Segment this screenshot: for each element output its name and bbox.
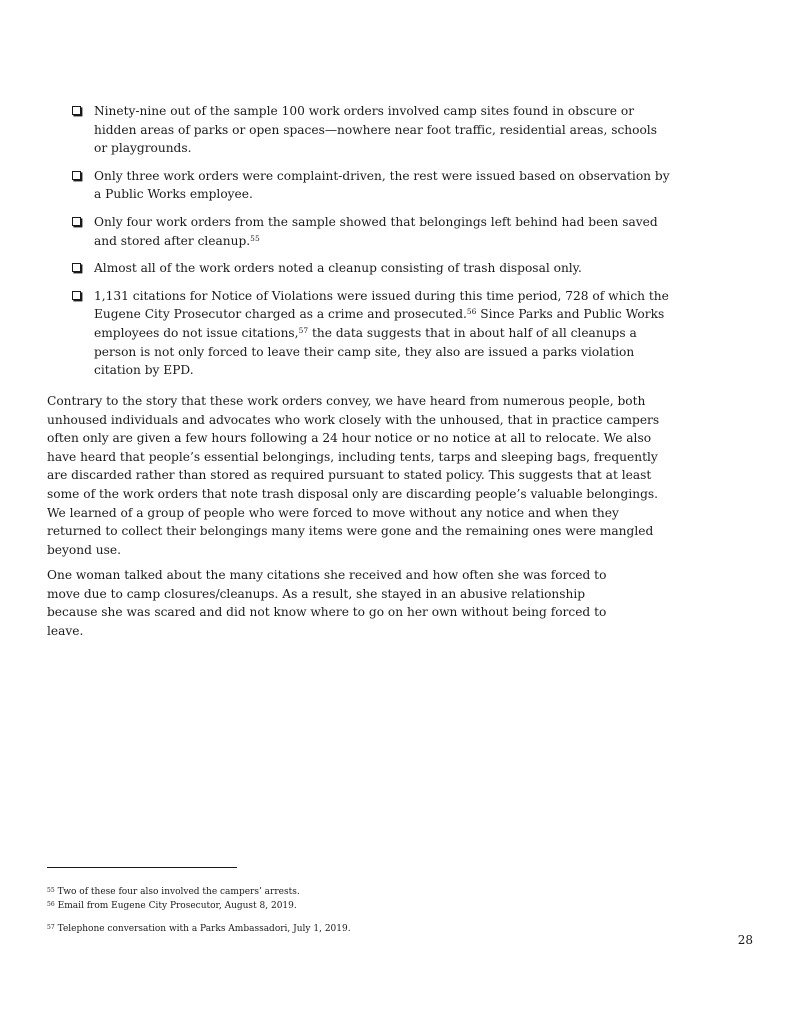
checkbox-bullet-icon bbox=[72, 171, 81, 180]
footnote-number: 57 bbox=[47, 924, 55, 931]
footnote-text: Email from Eugene City Prosecutor, August 8, 2019. bbox=[57, 901, 297, 911]
bullet-item: Only four work orders from the sample showed that belongings left behind had been saved and stored after cleanup.$^{55}$ bbox=[72, 213, 672, 250]
bullet-list bbox=[72, 102, 672, 389]
bullet-item: Almost all of the work orders noted a cleanup consisting of trash disposal only. bbox=[72, 259, 672, 278]
bullet-item: Only three work orders were complaint-driven, the rest were issued based on observation by a Public Works employee. bbox=[72, 167, 672, 204]
checkbox-bullet-icon bbox=[72, 263, 81, 272]
checkbox-bullet-icon bbox=[72, 291, 81, 300]
page-number: 28 bbox=[737, 933, 753, 947]
checkbox-bullet-icon bbox=[72, 106, 81, 115]
checkbox-bullet-icon bbox=[72, 217, 81, 226]
footnote-number: 55 bbox=[47, 887, 55, 894]
footnote-ref-55: 55 bbox=[250, 233, 260, 243]
bullet-item: Ninety-nine out of the sample 100 work orders involved camp sites found in obscure or hidden areas of parks or open spaces—nowhere near foot traffic, residential areas, schools or playgrounds. bbox=[72, 102, 672, 158]
bullet-item: 1,131 citations for Notice of Violations were issued during this time period, 728 of which the Eugene City Prosecutor charged as a crime and prosecuted.$^{56}$ Since Parks and Public Works employees do not issue citations,$^{57}$ the data suggests that in about half of all cleanups a person is not only forced to leave their camp site, they also are issued a parks violation citation by EPD. bbox=[72, 287, 672, 380]
footnote-text: Telephone conversation with a Parks Ambassadori, July 1, 2019. bbox=[57, 924, 351, 934]
footnote bbox=[47, 899, 297, 912]
footnote-number: 56 bbox=[47, 901, 55, 908]
footnote-ref-56: 56 bbox=[466, 307, 477, 317]
footnote-ref-57: 57 bbox=[298, 325, 309, 335]
body-paragraph: One woman talked about the many citations she received and how often she was forced to move due to camp closures/cleanups. As a result, she stayed in an abusive relationship because she was scared and did not know where to go on her own without being forced to leave. bbox=[47, 568, 607, 638]
body-paragraph: Contrary to the story that these work orders convey, we have heard from numerous people, both unhoused individuals and advocates who work closely with the unhoused, that in practice campers often only are given a few hours following a 24 hour notice or no notice at all to relocate. We also have heard that people’s essential belongings, including tents, tarps and sleeping bags, frequently are discarded rather than stored as required pursuant to stated policy. This suggests that at least some of the work orders that note trash disposal only are discarding people’s valuable belongings. We learned of a group of people who were forced to move without any notice and when they returned to collect their belongings many items were gone and the remaining ones were mangled beyond use. bbox=[47, 394, 660, 557]
footnote bbox=[47, 922, 351, 935]
footnote bbox=[47, 885, 300, 898]
footnote-text: Two of these four also involved the campers’ arrests. bbox=[57, 887, 300, 897]
footnote-divider bbox=[47, 867, 237, 868]
